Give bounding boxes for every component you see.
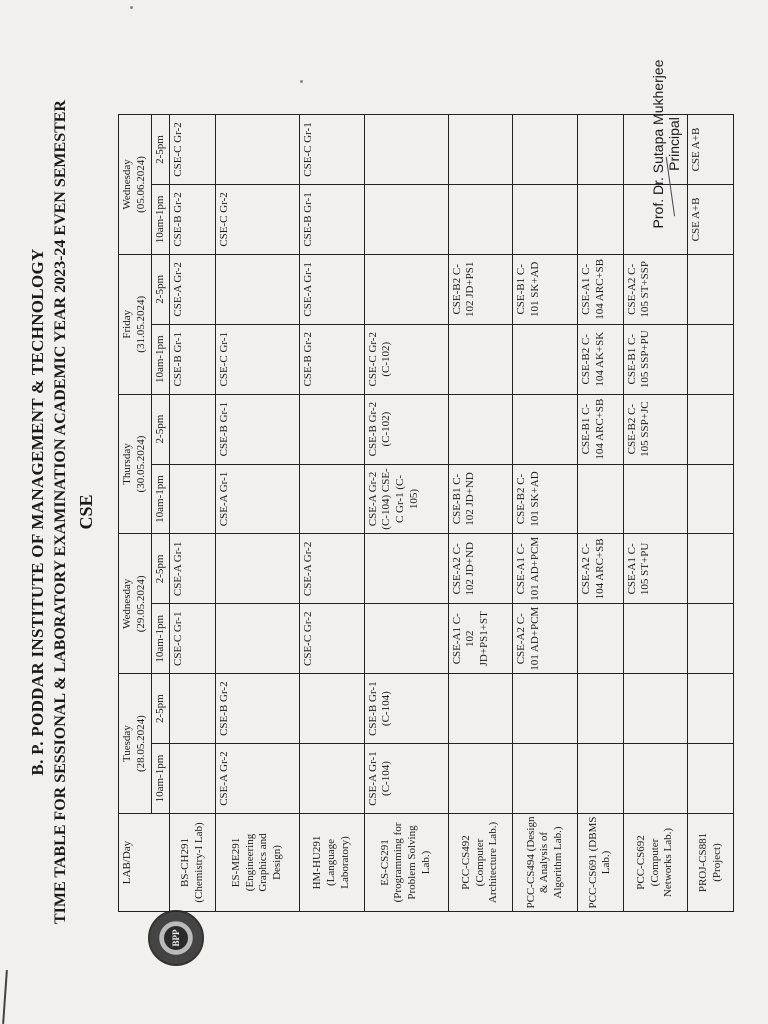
schedule-cell [513, 674, 578, 744]
schedule-cell: CSE-C Gr-1 [170, 604, 216, 674]
document-title: TIME TABLE FOR SESSIONAL & LABORATORY EXAMINATION ACADEMIC YEAR 2023-24 EVEN SEMESTER [52, 100, 69, 925]
schedule-cell: CSE-A1 C-101 AD+PCM [513, 534, 578, 604]
schedule-cell [578, 464, 624, 534]
schedule-cell [623, 604, 688, 674]
schedule-cell: CSE-A2 C-105 ST+SSP [623, 254, 688, 324]
lab-name-cell: ES-ME291 (Engineering Graphics and Design) [215, 814, 299, 912]
schedule-cell: CSE-B2 C-102 JD+PS1 [448, 254, 513, 324]
schedule-cell [688, 254, 734, 324]
signatory-name: Prof. Dr. Sutapa Mukherjee [650, 59, 666, 229]
day-name: Wednesday [121, 578, 133, 630]
slot-header: 10am-1pm [151, 744, 170, 814]
schedule-cell [578, 604, 624, 674]
schedule-cell: CSE-A1 C-105 ST+PU [623, 534, 688, 604]
schedule-cell: CSE-A Gr-1 [299, 254, 364, 324]
schedule-cell: CSE-A Gr-1 [170, 534, 216, 604]
corner-cell: LAB/Day [119, 814, 170, 912]
lab-name-cell: PCC-CS492 (Computer Architecture Lab.) [448, 814, 513, 912]
schedule-cell [215, 604, 299, 674]
schedule-cell [688, 394, 734, 464]
day-header [119, 534, 152, 674]
slot-header: 2-5pm [151, 674, 170, 744]
schedule-cell [299, 464, 364, 534]
schedule-cell: CSE-A Gr-2 [215, 744, 299, 814]
lab-name-cell: PCC-CS691 (DBMS Lab.) [578, 814, 624, 912]
signatory-designation: Principal [666, 117, 683, 171]
day-date: (05.06.2024) [134, 156, 147, 213]
day-date: (28.05.2024) [134, 715, 147, 773]
schedule-cell [513, 744, 578, 814]
slot-header: 2-5pm [151, 534, 170, 604]
slot-header: 2-5pm [151, 115, 170, 185]
schedule-cell [688, 534, 734, 604]
day-header-row [119, 115, 152, 912]
schedule-cell [688, 744, 734, 814]
schedule-cell: CSE-A1 C-102 JD+PS1+ST [448, 604, 513, 674]
day-name: Thursday [121, 443, 133, 485]
schedule-cell [299, 744, 364, 814]
schedule-cell: CSE-B Gr-1 [299, 184, 364, 254]
schedule-cell: CSE-B1 C-104 ARC+SB [578, 394, 624, 464]
table-row [513, 115, 578, 912]
schedule-cell: CSE A+B [688, 115, 734, 185]
day-name: Friday [121, 309, 133, 339]
table-row [688, 115, 734, 912]
signature-block [650, 54, 682, 234]
schedule-cell [688, 674, 734, 744]
schedule-cell: CSE-B Gr-2 [299, 324, 364, 394]
schedule-cell: CSE-C Gr-2 [215, 184, 299, 254]
schedule-cell: CSE-A2 C-101 AD+PCM [513, 604, 578, 674]
schedule-cell: CSE-A Gr-1 [215, 464, 299, 534]
schedule-cell [623, 464, 688, 534]
schedule-cell [299, 394, 364, 464]
lab-name-cell: PCC-CS692 (Computer Networks Lab.) [623, 814, 688, 912]
schedule-cell: CSE-A Gr-2 [299, 534, 364, 604]
schedule-cell [448, 674, 513, 744]
schedule-cell [170, 394, 216, 464]
lab-name-cell: PROJ-CS881 (Project) [688, 814, 734, 912]
schedule-cell: CSE-A1 C-104 ARC+SB [578, 254, 624, 324]
table-row [623, 115, 688, 912]
schedule-cell: CSE-B1 C-102 JD+ND [448, 464, 513, 534]
logo-text: BPP [164, 926, 188, 950]
department-name: CSE [76, 494, 96, 530]
table-row [299, 115, 364, 912]
schedule-cell [578, 184, 624, 254]
schedule-cell [448, 115, 513, 185]
schedule-cell [364, 604, 448, 674]
schedule-cell [578, 674, 624, 744]
institute-name: B. P. PODDAR INSTITUTE OF MANAGEMENT & TECHNOLOGY [28, 248, 47, 776]
day-header [119, 115, 152, 255]
schedule-cell: CSE-A Gr-1 (C-104) [364, 744, 448, 814]
schedule-cell [170, 674, 216, 744]
schedule-cell: CSE-C Gr-1 [215, 324, 299, 394]
lab-name-cell: BS-CH291 (Chemistry-I Lab) [170, 814, 216, 912]
lab-name-cell: HM-HU291 (Language Laboratory) [299, 814, 364, 912]
table-row [448, 115, 513, 912]
schedule-cell [448, 324, 513, 394]
slot-header: 10am-1pm [151, 604, 170, 674]
schedule-cell [513, 394, 578, 464]
table-row [578, 115, 624, 912]
schedule-cell [364, 534, 448, 604]
table-row [215, 115, 299, 912]
schedule-cell [688, 464, 734, 534]
schedule-cell: CSE-B2 C-104 AK+SK [578, 324, 624, 394]
institute-logo-icon [148, 910, 204, 966]
day-name: Wednesday [121, 159, 133, 210]
schedule-cell: CSE-B Gr-2 [170, 184, 216, 254]
schedule-cell [578, 115, 624, 185]
timetable [118, 114, 734, 912]
schedule-cell [688, 324, 734, 394]
timetable-body [170, 115, 734, 912]
schedule-cell [513, 115, 578, 185]
schedule-cell: CSE-A2 C-104 ARC+SB [578, 534, 624, 604]
slot-header-row [151, 115, 170, 912]
lab-name-cell: PCC-CS494 (Design & Analysis of Algorithm Lab.) [513, 814, 578, 912]
day-date: (30.05.2024) [134, 435, 147, 493]
schedule-cell [215, 534, 299, 604]
day-header [119, 394, 152, 534]
slot-header: 2-5pm [151, 254, 170, 324]
schedule-cell: CSE-B Gr-1 (C-104) [364, 674, 448, 744]
schedule-cell [299, 674, 364, 744]
schedule-cell: CSE-A Gr-2 [170, 254, 216, 324]
schedule-cell [448, 394, 513, 464]
schedule-cell: CSE-B1 C-105 SSP+PU [623, 324, 688, 394]
schedule-cell [578, 744, 624, 814]
schedule-cell [364, 115, 448, 185]
slot-header: 10am-1pm [151, 324, 170, 394]
table-row [364, 115, 448, 912]
slot-header: 10am-1pm [151, 464, 170, 534]
day-date: (29.05.2024) [134, 575, 147, 633]
table-row [170, 115, 216, 912]
schedule-cell [688, 604, 734, 674]
schedule-cell [364, 254, 448, 324]
schedule-cell: CSE-C Gr-1 [299, 115, 364, 185]
schedule-cell [215, 115, 299, 185]
day-name: Tuesday [121, 725, 133, 763]
schedule-cell [170, 744, 216, 814]
schedule-cell: CSE-B1 C-101 SK+AD [513, 254, 578, 324]
schedule-cell [623, 744, 688, 814]
schedule-cell [623, 674, 688, 744]
schedule-cell: CSE-C Gr-2 (C-102) [364, 324, 448, 394]
schedule-cell: CSE-B Gr-1 [170, 324, 216, 394]
schedule-cell: CSE-B Gr-2 [215, 674, 299, 744]
day-header [119, 254, 152, 394]
lab-name-cell: ES-CS291 (Programming for Problem Solving Lab.) [364, 814, 448, 912]
day-date: (31.05.2024) [134, 295, 147, 353]
schedule-cell [170, 464, 216, 534]
schedule-cell: CSE A+B [688, 184, 734, 254]
schedule-cell: CSE-C Gr-2 [299, 604, 364, 674]
schedule-cell [513, 324, 578, 394]
schedule-cell [215, 254, 299, 324]
schedule-cell: CSE-B Gr-2 (C-102) [364, 394, 448, 464]
schedule-cell [448, 184, 513, 254]
schedule-cell: CSE-B2 C-101 SK+AD [513, 464, 578, 534]
schedule-cell: CSE-C Gr-2 [170, 115, 216, 185]
day-header [119, 674, 152, 814]
slot-header: 2-5pm [151, 394, 170, 464]
slot-header: 10am-1pm [151, 184, 170, 254]
schedule-cell: CSE-A2 C-102 JD+ND [448, 534, 513, 604]
schedule-cell: CSE-B2 C-105 SSP+JC [623, 394, 688, 464]
schedule-cell: CSE-B Gr-1 [215, 394, 299, 464]
schedule-cell [364, 184, 448, 254]
schedule-cell: CSE-A Gr-2 (C-104) CSE-C Gr-1 (C-105) [364, 464, 448, 534]
schedule-cell [513, 184, 578, 254]
schedule-cell [448, 744, 513, 814]
